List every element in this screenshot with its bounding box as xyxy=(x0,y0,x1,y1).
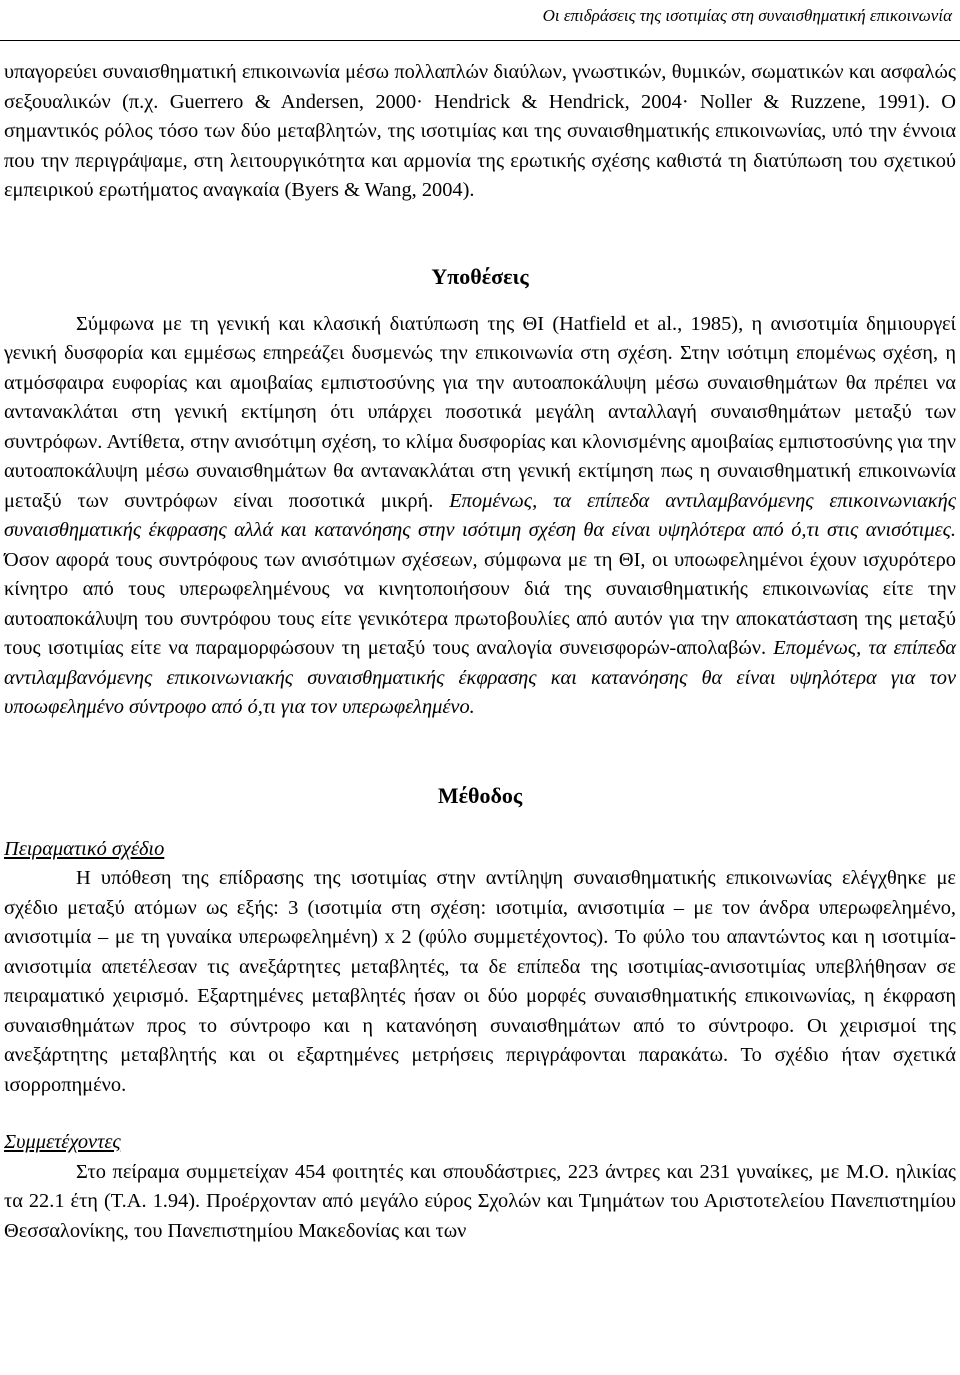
hypotheses-text-2: Όσον αφορά τους συντρόφους των ανισότιμων σχέσεων, σύμφωνα με τη ΘΙ, οι υποωφελημένοι έχουν ισχυρότερο κίνητρο από τους υπερωφελημένους να κινητοποιήσουν διά της συναισθηματικής επικοινωνίας είτε την αυτοαποκάλυψη του συντρόφου τους είτε γενικότερα πρωτοβουλίες από αυτόν για την αποκατάσταση της μεταξύ τους ισοτιμίας είτε να παραμορφώσουν τη μεταξύ τους αναλογία συνεισφορών-απολαβών. xyxy=(4,548,956,659)
hypotheses-text-1: Σύμφωνα με τη γενική και κλασική διατύπωση της ΘΙ (Hatfield et al., 1985), η ανισοτιμία δημιουργεί γενική δυσφορία και εμμέσως επηρεάζει δυσμενώς την επικοινωνία στη σχέση. Στην ισότιμη επομένως σχέση, η ατμόσφαιρα ευφορίας και αμοιβαίας εμπιστοσύνης για την αυτοαποκάλυψη μέσω συναισθημάτων θα πρέπει να αντανακλάται στη γενική εκτίμηση ότι υπάρχει ποσοτικά μεγάλη ανταλλαγή συναισθημάτων μεταξύ των συντρόφων. Αντίθετα, στην ανισότιμη σχέση, το κλίμα δυσφορίας και κλονισμένης αμοιβαίας εμπιστοσύνης για την αυτοαποκάλυψη μέσω συναισθημάτων θα αντανακλάται στη γενική εκτίμηση πως η συναισθηματική επικοινωνία μεταξύ των συντρόφων είναι ποσοτικά μικρή. xyxy=(4,312,956,512)
participants-paragraph: Στο πείραμα συμμετείχαν 454 φοιτητές και σπουδάστριες, 223 άντρες και 231 γυναίκες, με Μ.Ο. ηλικίας τα 22.1 έτη (Τ.Α. 1.94). Προέρχονταν από μεγάλο εύρος Σχολών και Τμημάτων του Αριστοτελείου Πανεπιστημίου Θεσσαλονίκης, του Πανεπιστημίου Μακεδονίας και των xyxy=(4,1160,956,1242)
intro-paragraph: υπαγορεύει συναισθηματική επικοινωνία μέσω πολλαπλών διαύλων, γνωστικών, θυμικών, σωματικών και ασφαλώς σεξουαλικών (π.χ. Guerrero & Andersen, 2000· Hendrick & Hendrick, 2004· Noller & Ruzzene, 1991). Ο σημαντικός ρόλος τόσο των δύο μεταβλητών, της ισοτιμίας και της συναισθηματικής επικοινωνίας, υπό την έννοια που την περιγράψαμε, στη λειτουργικότητα και αρμονία της ερωτικής σχέσης καθιστά τη διατύπωση του σχετικού εμπειρικού ερωτήματος αναγκαία (Byers & Wang, 2004). xyxy=(4,61,956,201)
document-body xyxy=(4,58,956,1246)
hypotheses-heading: Υποθέσεις xyxy=(431,263,529,289)
header-rule xyxy=(0,40,960,41)
method-heading: Μέθοδος xyxy=(437,782,523,808)
design-subheading: Πειραματικό σχέδιο xyxy=(4,837,165,860)
hypothesis-2-italic: Επομένως, τα επίπεδα αντιλαμβανόμενης επικοινωνιακής συναισθηματικής έκφρασης και κατανόησης θα είναι υψηλότερα για τον υποωφελημένο σύντροφο από ό,τι για τον υπερωφελημένο. xyxy=(4,637,957,718)
hypotheses-paragraph xyxy=(4,310,956,723)
design-paragraph: Η υπόθεση της επίδρασης της ισοτιμίας στην αντίληψη συναισθηματικής επικοινωνίας ελέγχθηκε με σχέδιο μεταξύ ατόμων ως εξής: 3 (ισοτιμία στη σχέση: ισοτιμία, ανισοτιμία – με τον άνδρα υπερωφελημένο, ανισοτιμία – με τη γυναίκα υπερωφελημένη) x 2 (φύλο συμμετέχοντος). Το φύλο του απαντώντος και η ισοτιμία-ανισοτιμία απετέλεσαν τις ανεξάρτητες μεταβλητές, τα δε επίπεδα της ισοτιμίας-ανισοτιμίας υπεβλήθησαν σε πειραματικό χειρισμό. Εξαρτημένες μεταβλητές ήσαν οι δύο μορφές συναισθηματικής επικοινωνίας, η έκφραση συναισθημάτων προς το σύντροφο και η κατανόηση συναισθημάτων από το σύντροφο. Οι χειρισμοί της ανεξάρτητης μεταβλητής και οι εξαρτημένες μετρήσεις περιγράφονται παρακάτω. Το σχέδιο ήταν σχετικά ισορροπημένο. xyxy=(4,867,956,1096)
participants-subheading: Συμμετέχοντες xyxy=(4,1131,121,1153)
hypothesis-1-italic: Επομένως, τα επίπεδα αντιλαμβανόμενης επικοινωνιακής συναισθηματικής έκφρασης αλλά και κατανόησης στην ισότιμη σχέση θα είναι υψηλότερα από ό,τι στις ανισότιμες. xyxy=(4,489,956,541)
running-header: Οι επιδράσεις της ισοτιμίας στη συναισθηματική επικοινωνία xyxy=(542,6,952,25)
